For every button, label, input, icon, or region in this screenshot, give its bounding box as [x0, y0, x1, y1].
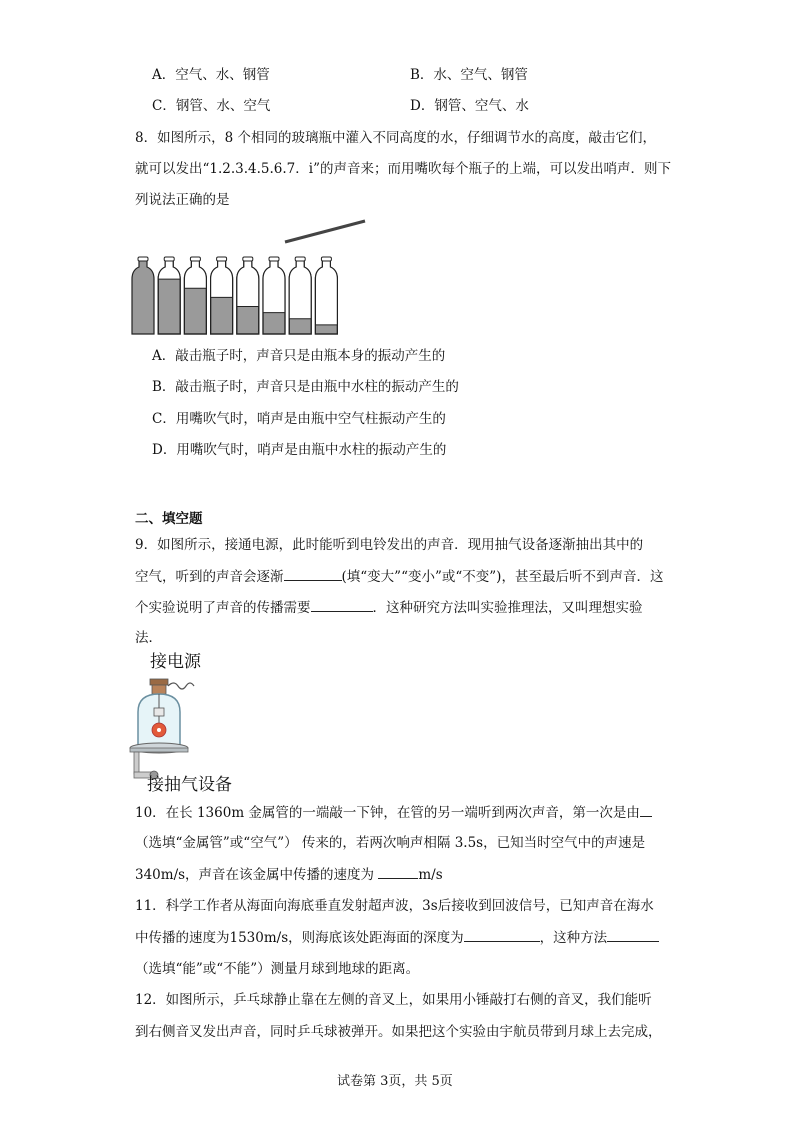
- q8-option-d: D．用嘴吹气时，哨声是由瓶中水柱的振动产生的: [152, 442, 447, 458]
- bottle-1: [132, 257, 154, 334]
- power-wire: [168, 683, 194, 689]
- q10-stem-line2: （选填“金属管”或“空气”） 传来的，若两次响声相隔 3.5s，已知当时空气中的声速是: [135, 835, 646, 851]
- q7-option-a: A．空气、水、钢管: [152, 67, 270, 83]
- q11-text-2b: ，这种方法: [539, 930, 608, 946]
- bottle-4: [210, 255, 234, 334]
- q7-option-d: D．钢管、空气、水: [410, 98, 529, 114]
- q8-option-c: C．用嘴吹气时，哨声是由瓶中空气柱振动产生的: [152, 411, 446, 427]
- q7-option-c: C．钢管、水、空气: [152, 98, 271, 114]
- q10-text-3a: 340m/s，声音在该金属中传播的速度为: [135, 867, 379, 883]
- blowing-stick: [285, 221, 365, 242]
- q10-text-3b: m/s: [418, 867, 443, 883]
- q9-stem-line4: 法．: [135, 630, 162, 646]
- bottle-lip: [269, 257, 279, 261]
- q11-blank-2[interactable]: [607, 927, 659, 942]
- q9-stem-line3: [135, 597, 643, 618]
- q9-text-3b: ．这种研究方法叫实验推理法，又叫理想实验: [372, 600, 643, 616]
- q11-stem-line1: 11．科学工作者从海面向海底垂直发射超声波，3s后接收到回波信号，已知声音在海水: [135, 898, 654, 914]
- q12-stem-line1: 12．如图所示，乒乓球静止靠在左侧的音叉上，如果用小锤敲打右侧的音叉，我们能听: [135, 992, 652, 1008]
- bottles-figure: [125, 215, 375, 340]
- q10-stem-line1: [135, 802, 652, 823]
- q10-blank-2[interactable]: [378, 864, 418, 879]
- q8-option-b: B．敲击瓶子时，声音只是由瓶中水柱的振动产生的: [152, 379, 459, 395]
- bottle-8: [314, 255, 338, 334]
- figure-label-pump: 接抽气设备: [147, 775, 232, 795]
- pump-pipe: [134, 752, 139, 774]
- bottle-air: [288, 255, 312, 319]
- q10-text-1: 10．在长 1360m 金属管的一端敲一下钟，在管的另一端听到两次声音，第一次是由: [135, 805, 640, 821]
- q11-blank-1[interactable]: [464, 927, 540, 942]
- bottle-air: [236, 255, 260, 307]
- bottle-lip: [217, 257, 227, 261]
- bottle-lip: [190, 257, 200, 261]
- q9-blank-2[interactable]: [311, 597, 373, 612]
- q9-text-2b: (填“变大”“变小”或“不变”)，甚至最后听不到声音．这: [341, 569, 664, 585]
- bell-jar-figure: [128, 674, 208, 786]
- bottle-2: [157, 255, 181, 334]
- q8-stem-line3: 列说法正确的是: [135, 192, 230, 208]
- q8-stem-line2: 就可以发出“1.2.3.4.5.6.7．i”的声音来；而用嘴吹每个瓶子的上端，可以发出哨声．则下: [135, 161, 671, 177]
- bottle-air: [262, 255, 286, 313]
- q11-stem-line2: [135, 927, 659, 948]
- q9-text-2a: 空气，听到的声音会逐渐: [135, 569, 284, 585]
- bottle-lip: [138, 257, 148, 261]
- figure-label-power: 接电源: [150, 652, 201, 672]
- bottle-lip: [321, 257, 331, 261]
- jar-stopper: [152, 684, 166, 694]
- bottle-3: [183, 255, 207, 334]
- page-footer: 试卷第 3页，共 5页: [337, 1074, 453, 1089]
- bottle-air: [314, 255, 338, 325]
- q12-stem-line2: 到右侧音叉发出声音，同时乒乓球被弹开。如果把这个实验由宇航员带到月球上去完成，: [135, 1024, 662, 1040]
- q8-stem-line1: 8．如图所示，8 个相同的玻璃瓶中灌入不同高度的水，仔细调节水的高度，敲击它们，: [135, 130, 656, 146]
- q9-stem-line2: [135, 566, 663, 587]
- bottle-lip: [243, 257, 253, 261]
- q11-text-2a: 中传播的速度为1530m/s，则海底该处距海面的深度为: [135, 930, 464, 946]
- q9-stem-line1: 9．如图所示，接通电源，此时能听到电铃发出的声音．现用抽气设备逐渐抽出其中的: [135, 537, 644, 553]
- q11-stem-line3: （选填“能”或“不能”）测量月球到地球的距离。: [135, 961, 420, 977]
- q8-option-a: A．敲击瓶子时，声音只是由瓶本身的振动产生的: [152, 348, 446, 364]
- bottle-lip: [164, 257, 174, 261]
- q10-blank-1[interactable]: [640, 802, 652, 817]
- q9-text-3a: 个实验说明了声音的传播需要: [135, 600, 311, 616]
- q9-blank-1[interactable]: [284, 566, 342, 581]
- bottle-7: [288, 255, 312, 334]
- section-heading: 二、填空题: [135, 511, 203, 527]
- q10-stem-line3: [135, 864, 443, 885]
- bottle-lip: [295, 257, 305, 261]
- q7-option-b: B．水、空气、钢管: [410, 67, 528, 83]
- bottle-5: [236, 255, 260, 334]
- bottle-6: [262, 255, 286, 334]
